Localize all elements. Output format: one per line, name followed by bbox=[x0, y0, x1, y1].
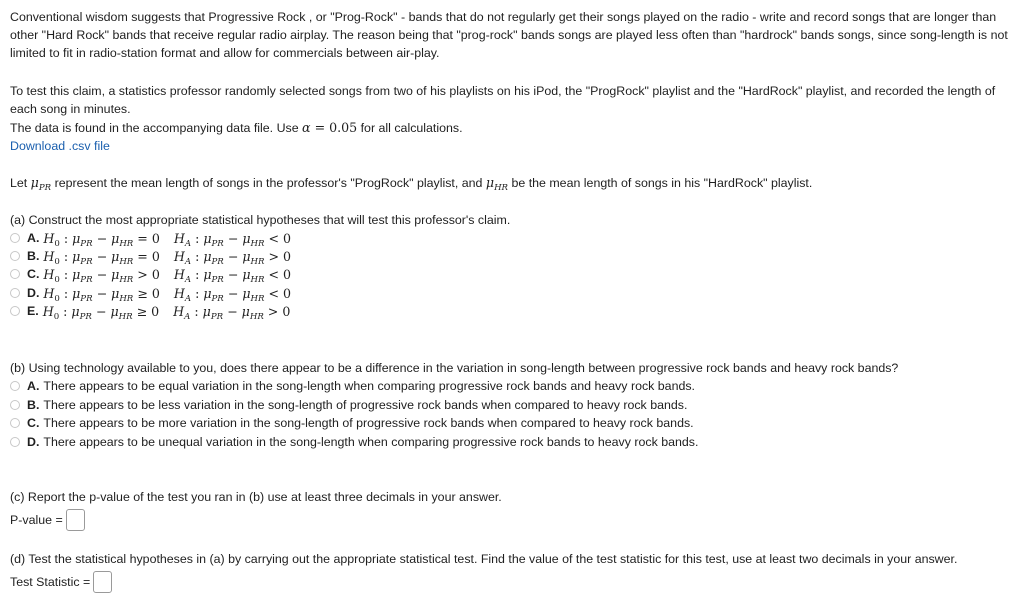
option-letter: E. bbox=[27, 304, 39, 318]
alternative-hypothesis: $H_A$ : $\mu_{PR} - \mu_{HR} < 0$ bbox=[173, 266, 292, 285]
option-letter: A. bbox=[27, 379, 40, 393]
mu-pr-symbol: $\mu_{PR}$ bbox=[30, 175, 52, 193]
variation-option-d[interactable] bbox=[10, 433, 698, 451]
option-text: There appears to be less variation in the song-length of progressive rock bands when compared to heavy rock bands. bbox=[43, 398, 688, 412]
option-letter: C. bbox=[27, 416, 40, 430]
null-hypothesis: $H_0$ : $\mu_{PR} - \mu_{HR} = 0$ bbox=[43, 230, 160, 249]
radio-button[interactable] bbox=[10, 233, 20, 243]
radio-button[interactable] bbox=[10, 418, 20, 428]
intro-paragraph: Conventional wisdom suggests that Progressive Rock , or "Prog-Rock" - bands that do not regularly get their songs played on the radio - write and record songs that are longer than other "Hard Rock" bands that receive regular radio airplay. The reason being that "prog-rock" bands songs are played less often than "hardrock" bands songs, since song-length is not limited to fit in radio-station format and allow for commercials between air-play. bbox=[10, 10, 1008, 61]
alternative-hypothesis: $H_A$ : $\mu_{PR} - \mu_{HR} < 0$ bbox=[173, 230, 292, 249]
alternative-hypothesis: $H_A$ : $\mu_{PR} - \mu_{HR} > 0$ bbox=[173, 248, 292, 267]
hypothesis-option-a[interactable] bbox=[10, 229, 291, 247]
option-letter: A. bbox=[27, 231, 40, 245]
null-hypothesis: $H_0$ : $\mu_{PR} - \mu_{HR} \ge 0$ bbox=[43, 285, 160, 304]
hypothesis-option-c[interactable] bbox=[10, 265, 291, 283]
option-letter: B. bbox=[27, 398, 40, 412]
null-hypothesis: $H_0$ : $\mu_{PR} - \mu_{HR} = 0$ bbox=[43, 248, 160, 267]
hypothesis-option-d[interactable] bbox=[10, 284, 291, 302]
option-text: There appears to be equal variation in the song-length when comparing progressive rock bands and heavy rock bands. bbox=[43, 379, 695, 393]
test-statistic-label: Test Statistic = bbox=[10, 575, 91, 589]
part-c-prompt: (c) Report the p-value of the test you ran in (b) use at least three decimals in your answer. bbox=[10, 490, 502, 504]
alpha-paragraph: The data is found in the accompanying data file. Use α = 0.05 for all calculations. bbox=[10, 120, 463, 135]
radio-button[interactable] bbox=[10, 251, 20, 261]
test-statistic-row bbox=[10, 570, 112, 594]
definition-paragraph: Let $\mu_{PR}$ represent the mean length of songs in the professor's "ProgRock" playlist, and $\mu_{HR}$ be the mean length of songs in his "HardRock" playlist. bbox=[10, 175, 813, 193]
test-statistic-input[interactable] bbox=[93, 571, 112, 593]
part-b-prompt: (b) Using technology available to you, does there appear to be a difference in the variation in song-length between progressive rock bands and heavy rock bands? bbox=[10, 361, 899, 375]
variation-option-a[interactable] bbox=[10, 377, 695, 395]
option-letter: D. bbox=[27, 435, 40, 449]
option-letter: D. bbox=[27, 286, 40, 300]
null-hypothesis: $H_0$ : $\mu_{PR} - \mu_{HR} \ge 0$ bbox=[42, 303, 160, 322]
part-d-prompt: (d) Test the statistical hypotheses in (a) by carrying out the appropriate statistical test. Find the value of the test statistic for this test, use at least two decimals in your answer. bbox=[10, 552, 958, 566]
p-value-row bbox=[10, 508, 85, 532]
radio-button[interactable] bbox=[10, 306, 20, 316]
download-csv-link[interactable]: Download .csv file bbox=[10, 139, 110, 153]
option-text: There appears to be unequal variation in the song-length when comparing progressive rock bands to heavy rock bands. bbox=[43, 435, 699, 449]
radio-button[interactable] bbox=[10, 269, 20, 279]
alpha-symbol: α = 0.05 bbox=[302, 120, 358, 135]
variation-option-b[interactable] bbox=[10, 396, 687, 414]
option-text: There appears to be more variation in the song-length of progressive rock bands when compared to heavy rock bands. bbox=[43, 416, 694, 430]
radio-button[interactable] bbox=[10, 437, 20, 447]
p-value-label: P-value = bbox=[10, 513, 63, 527]
alternative-hypothesis: $H_A$ : $\mu_{PR} - \mu_{HR} < 0$ bbox=[173, 285, 292, 304]
part-a-prompt: (a) Construct the most appropriate statistical hypotheses that will test this professor's claim. bbox=[10, 213, 511, 227]
method-paragraph: To test this claim, a statistics professor randomly selected songs from two of his playlists on his iPod, the "ProgRock" playlist and the "HardRock" playlist, and recorded the length of each song in minutes. bbox=[10, 84, 996, 117]
alternative-hypothesis: $H_A$ : $\mu_{PR} - \mu_{HR} > 0$ bbox=[173, 303, 291, 322]
mu-hr-symbol: $\mu_{HR}$ bbox=[485, 175, 509, 193]
option-letter: B. bbox=[27, 249, 40, 263]
variation-option-c[interactable] bbox=[10, 414, 694, 432]
radio-button[interactable] bbox=[10, 400, 20, 410]
p-value-input[interactable] bbox=[66, 509, 85, 531]
hypothesis-option-e[interactable] bbox=[10, 302, 290, 320]
radio-button[interactable] bbox=[10, 381, 20, 391]
hypothesis-option-b[interactable] bbox=[10, 247, 291, 265]
option-letter: C. bbox=[27, 267, 40, 281]
null-hypothesis: $H_0$ : $\mu_{PR} - \mu_{HR} > 0$ bbox=[43, 266, 160, 285]
radio-button[interactable] bbox=[10, 288, 20, 298]
